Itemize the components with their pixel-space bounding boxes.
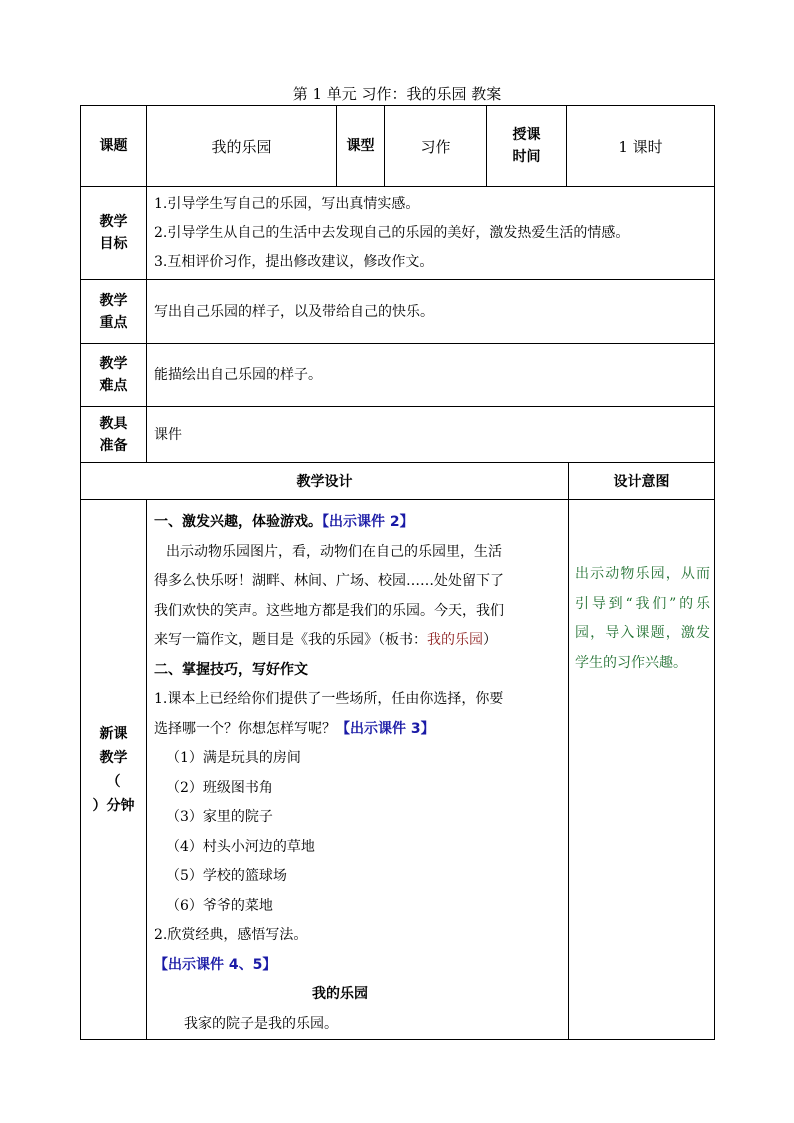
- goal-item: 2.引导学生从自己的生活中去发现自己的乐园的美好，激发热爱生活的情感。: [154, 224, 630, 241]
- document-title: 第 1 单元 习作：我的乐园 教案: [292, 85, 502, 103]
- intent-header: 设计意图: [569, 463, 715, 500]
- type-label: 课型: [337, 106, 385, 187]
- design-intent: [569, 500, 715, 1040]
- row-topic: [81, 106, 715, 187]
- option-item: （1）满是玩具的房间: [166, 750, 301, 766]
- design-paragraph-line: 我们欢快的笑声。这些地方都是我们的乐园。今天，我们: [154, 602, 504, 619]
- design-question-line: 选择哪一个？你想怎样写呢？【出示课件 3】: [154, 720, 435, 737]
- option-item: （6）爷爷的菜地: [166, 897, 273, 914]
- time-label: 授课 时间: [487, 106, 567, 187]
- design-question-line: 1.课本上已经给你们提供了一些场所，任由你选择，你要: [154, 691, 504, 707]
- board-writing: 我的乐园: [427, 632, 483, 648]
- goals-label: 教学 目标: [81, 187, 147, 280]
- design-header: 教学设计: [81, 463, 569, 500]
- row-difficulty: [81, 344, 715, 407]
- row-key-point: [81, 280, 715, 344]
- row-design-header: [81, 463, 715, 500]
- topic-label: 课题: [81, 106, 147, 187]
- row-goals: [81, 187, 715, 280]
- design-heading-2: 二、掌握技巧，写好作文: [154, 661, 308, 678]
- option-item: （4）村头小河边的草地: [166, 838, 315, 855]
- design-paragraph-line: 来写一篇作文，题目是《我的乐园》（板书：我的乐园）: [154, 632, 497, 648]
- row-tools: [81, 407, 715, 463]
- design-content: [147, 500, 569, 1040]
- key-point-text: 写出自己乐园的样子，以及带给自己的快乐。: [147, 280, 715, 344]
- courseware-tag: 【出示课件 3】: [336, 720, 435, 737]
- key-point-label: 教学 重点: [81, 280, 147, 344]
- hours-value: 1 课时: [567, 106, 715, 187]
- difficulty-label: 教学 难点: [81, 344, 147, 407]
- option-item: （3）家里的院子: [166, 809, 273, 825]
- essay-first-line: 我家的院子是我的乐园。: [184, 1015, 338, 1032]
- design-heading-1: 一、激发兴趣，体验游戏。【出示课件 2】: [154, 514, 414, 530]
- difficulty-text: 能描绘出自己乐园的样子。: [147, 344, 715, 407]
- tools-text: 课件: [147, 407, 715, 463]
- goals-content: [147, 187, 715, 280]
- design-paragraph-line: 出示动物乐园图片，看，动物们在自己的乐园里，生活: [166, 543, 502, 560]
- goal-item: 1.引导学生写自己的乐园，写出真情实感。: [154, 195, 420, 212]
- essay-title: 我的乐园: [312, 986, 368, 1002]
- type-value: 习作: [385, 106, 487, 187]
- goal-item: 3.互相评价习作，提出修改建议，修改作文。: [154, 253, 434, 270]
- lesson-plan-table: [80, 105, 715, 1040]
- design-paragraph-line: 得多么快乐呀！湖畔、林间、广场、校园……处处留下了: [154, 573, 504, 589]
- design-appreciate-line: 2.欣赏经典，感悟写法。: [154, 927, 308, 943]
- courseware-tag: 【出示课件 4、5】: [154, 956, 277, 973]
- tools-label: 教具 准备: [81, 407, 147, 463]
- option-item: （5）学校的篮球场: [166, 868, 287, 884]
- courseware-tag: 【出示课件 2】: [322, 514, 414, 530]
- option-item: （2）班级图书角: [166, 779, 273, 796]
- section-label: 新课 教学 （ ）分钟: [81, 500, 147, 1040]
- row-new-lesson: [81, 500, 715, 1040]
- topic-value: 我的乐园: [147, 106, 337, 187]
- intent-text: 出示动物乐园，从而引导到“我们”的乐园，导入课题，激发学生的习作兴趣。: [575, 566, 710, 671]
